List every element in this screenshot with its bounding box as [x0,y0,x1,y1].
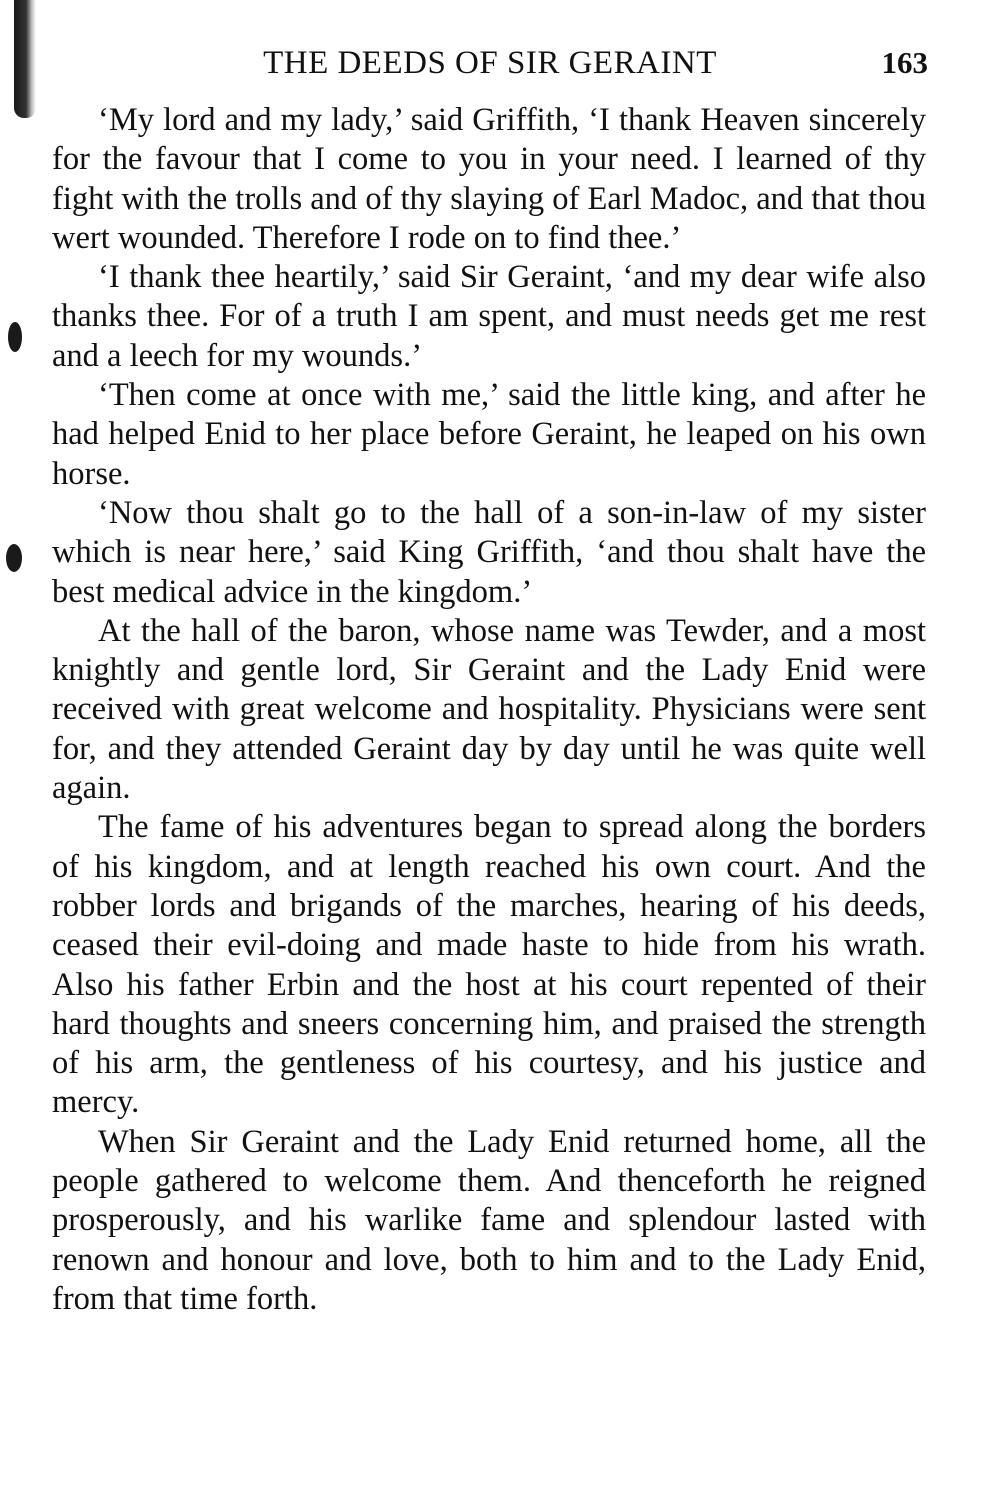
page-header [52,40,928,86]
paragraph: ‘I thank thee heartily,’ said Sir Geraint, ‘and my dear wife also thanks thee. For of a truth I am spent, and must needs get me rest and a leech for my wounds.’ [52,259,926,374]
page-number: 163 [881,45,928,80]
binding-shadow [14,0,36,118]
paragraph: ‘Now thou shalt go to the hall of a son-in-law of my sister which is near here,’ said King Griffith, ‘and thou shalt have the best medical advice in the kingdom.’ [52,494,926,610]
paragraph: ‘My lord and my lady,’ said Griffith, ‘I thank Heaven sincerely for the favour that I come to you in your need. I learned of thy fight with the trolls and of thy slaying of Earl Madoc, and that thou wert wounded. Therefore I rode on to find thee.’ [52,102,926,256]
ink-blot [6,544,22,572]
body-text [52,101,926,1319]
paragraph: ‘Then come at once with me,’ said the little king, and after he had helped Enid to her place before Geraint, he leaped on his own horse. [52,377,926,492]
ink-blot [8,322,22,352]
running-title: THE DEEDS OF SIR GERAINT [263,45,717,81]
paragraph: At the hall of the baron, whose name was Tewder, and a most knightly and gentle lord, Sir Geraint and the Lady Enid were received with great welcome and hospitality. Physicians were sent for, and they attended Geraint day by day until he was quite well again. [52,612,926,807]
paragraph: When Sir Geraint and the Lady Enid returned home, all the people gathered to welcome them. And thenceforth he reigned prosperously, and his warlike fame and splendour lasted with renown and honour and love, both to him and to the Lady Enid, from that time forth. [52,1123,926,1317]
paragraph: The fame of his adventures began to spread along the borders of his kingdom, and at length reached his own court. And the robber lords and brigands of the marches, hearing of his deeds, ceased their evil-doing and made haste to hide from his wrath. Also his father Erbin and the host at his court repented of their hard thoughts and sneers concerning him, and praised the strength of his arm, the gentleness of his courtesy, and his justice and mercy. [52,809,926,1121]
